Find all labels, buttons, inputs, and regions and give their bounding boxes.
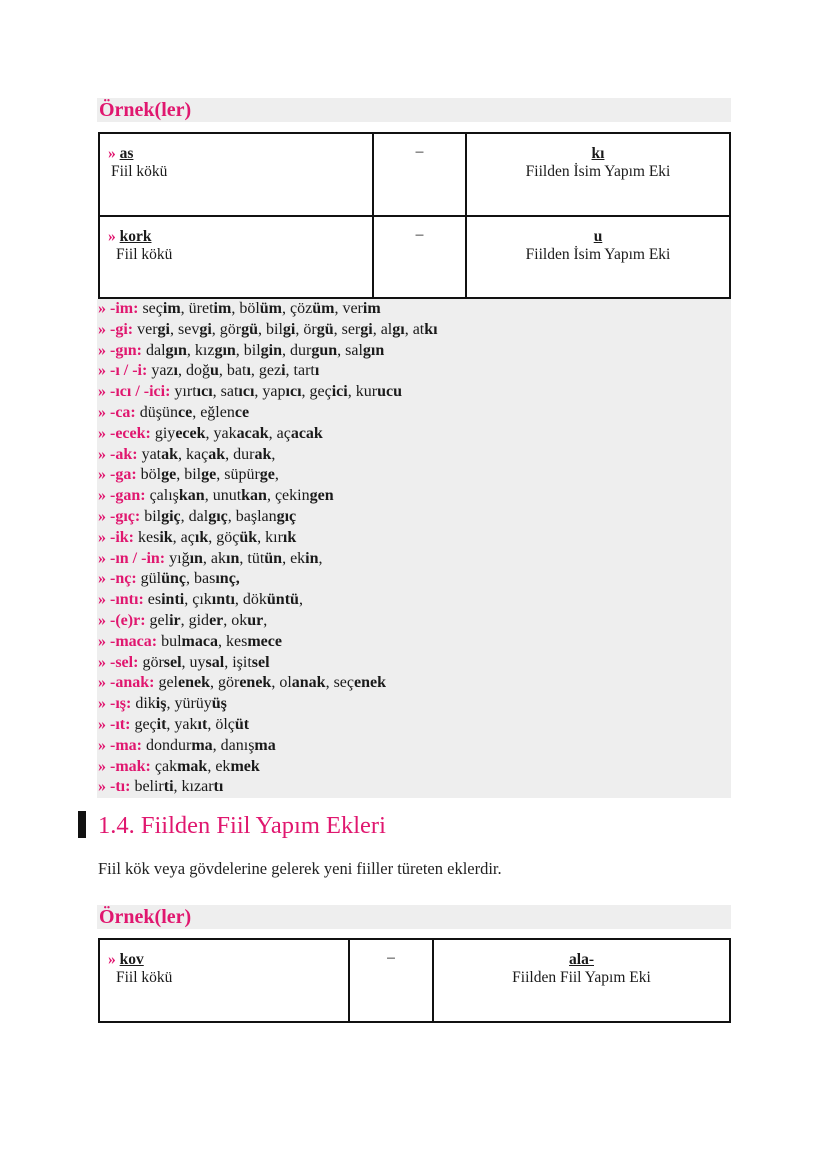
example-word: sergi bbox=[341, 320, 373, 338]
suffix-word: ala- bbox=[569, 951, 594, 968]
example-word: yığın bbox=[169, 549, 203, 567]
suffix-label: » -ecek: bbox=[98, 424, 151, 442]
example-heading: Örnek(ler) bbox=[97, 98, 731, 122]
example-word: dondurma bbox=[145, 736, 213, 754]
suffix-list bbox=[97, 299, 731, 798]
example-word: yırtıcı bbox=[174, 383, 213, 401]
example-word: yazı bbox=[151, 362, 178, 380]
example-word: düşünce bbox=[139, 403, 193, 421]
example-word: ekin bbox=[290, 549, 319, 567]
suffix-label: » -ga: bbox=[98, 466, 137, 484]
list-item: » -tı: belirti, kızartı bbox=[98, 778, 224, 796]
example-word: süpürge bbox=[224, 466, 275, 484]
list-item: » -anak: gelenek, görenek, olanak, seçenek bbox=[98, 674, 387, 692]
root-word: as bbox=[119, 145, 134, 162]
example-word: atkı bbox=[412, 320, 438, 338]
example-word: doğu bbox=[185, 362, 219, 380]
example-word: görenek bbox=[218, 674, 272, 692]
suffix-label: » -ik: bbox=[98, 528, 134, 546]
suffix-cell bbox=[466, 133, 730, 216]
example-word: yürüyüş bbox=[174, 695, 227, 713]
suffix-label: » -nç: bbox=[98, 570, 137, 588]
example-word: örgü bbox=[303, 320, 334, 338]
chevron-icon: » bbox=[108, 145, 116, 162]
example-word: çalışkan bbox=[149, 487, 205, 505]
dash: – bbox=[387, 949, 395, 966]
example-word: kesik bbox=[138, 528, 173, 546]
example-word: gezi bbox=[258, 362, 286, 380]
suffix-cell bbox=[466, 216, 730, 298]
list-item: » -im: seçim, üretim, bölüm, çözüm, verim bbox=[98, 300, 381, 317]
example-heading: Örnek(ler) bbox=[97, 905, 731, 929]
list-item: » -ca: düşünce, eğlence bbox=[98, 403, 250, 421]
suffix-label: » -gan: bbox=[98, 487, 146, 505]
suffix-label: » -gi: bbox=[98, 320, 134, 338]
example-word: bilge bbox=[184, 466, 217, 484]
suffix-label: » -ıcı / -ici: bbox=[98, 383, 171, 401]
list-item: » -ecek: giyecek, yakacak, açacak bbox=[98, 424, 323, 442]
table-row bbox=[99, 216, 730, 298]
example-word: kırık bbox=[265, 528, 297, 546]
example-word: görsel bbox=[142, 653, 182, 671]
example-word: dalgıç bbox=[188, 507, 228, 525]
list-item: » -ış: dikiş, yürüyüş bbox=[98, 695, 227, 713]
suffix-label: » -ıntı: bbox=[98, 591, 144, 609]
example-word: olanak bbox=[279, 674, 326, 692]
list-item: » -nç: gülünç, basınç, bbox=[98, 570, 240, 588]
example-word: çakmak bbox=[154, 757, 208, 775]
example-word: bölge bbox=[140, 466, 177, 484]
root-word: kov bbox=[119, 951, 144, 968]
suffix-cell bbox=[433, 939, 730, 1022]
suffix-label: Fiilden İsim Yapım Eki bbox=[525, 246, 671, 263]
example-word: bilgi bbox=[266, 320, 296, 338]
suffix-label: » -ak: bbox=[98, 445, 138, 463]
list-item: » -ıntı: esinti, çıkıntı, döküntü, bbox=[98, 591, 303, 609]
example-word: tütün bbox=[247, 549, 283, 567]
suffix-label: » -ma: bbox=[98, 736, 142, 754]
list-item: » -gi: vergi, sevgi, görgü, bilgi, örgü, sergi, algı, atkı bbox=[98, 320, 438, 338]
example-word: bilgin bbox=[243, 341, 283, 359]
example-word: çözüm bbox=[290, 300, 335, 317]
example-word: durgun bbox=[290, 341, 338, 359]
example-word: kurucu bbox=[355, 383, 402, 401]
suffix-label: » -ı / -i: bbox=[98, 362, 148, 380]
suffix-label: » -im: bbox=[98, 300, 139, 317]
example-word: giyecek bbox=[154, 424, 206, 442]
example-word: döküntü bbox=[242, 591, 299, 609]
example-word: işitsel bbox=[232, 653, 270, 671]
list-item: » -ıt: geçit, yakıt, ölçüt bbox=[98, 715, 250, 733]
suffix-word: kı bbox=[591, 145, 605, 162]
example-word: dikiş bbox=[135, 695, 167, 713]
separator-cell bbox=[373, 133, 466, 216]
example-word: durak bbox=[233, 445, 272, 463]
separator-cell bbox=[349, 939, 433, 1022]
table-row bbox=[99, 133, 730, 216]
example-word: gülünç bbox=[140, 570, 187, 588]
example-word: basınç, bbox=[194, 570, 240, 588]
example-word: geçit bbox=[134, 715, 167, 733]
section-bar-icon bbox=[78, 811, 86, 838]
list-item: » -ik: kesik, açık, göçük, kırık bbox=[98, 528, 297, 546]
example-word: tartı bbox=[293, 362, 320, 380]
suffix-label: Fiilden İsim Yapım Eki bbox=[525, 163, 671, 180]
suffix-label: » -ıt: bbox=[98, 715, 131, 733]
example-word: bilgiç bbox=[144, 507, 181, 525]
example-word: uysal bbox=[189, 653, 225, 671]
example-word: dalgın bbox=[146, 341, 187, 359]
list-item: » -gıç: bilgiç, dalgıç, başlangıç bbox=[98, 507, 297, 525]
example-word: yakıt bbox=[174, 715, 208, 733]
chevron-icon: » bbox=[108, 228, 116, 245]
example-word: başlangıç bbox=[235, 507, 297, 525]
root-label: Fiil kökü bbox=[111, 163, 168, 180]
example-table bbox=[98, 132, 731, 299]
example-word: göçük bbox=[216, 528, 258, 546]
dash: – bbox=[415, 143, 424, 160]
example-word: yapıcı bbox=[262, 383, 302, 401]
example-word: esinti bbox=[147, 591, 185, 609]
separator-cell bbox=[373, 216, 466, 298]
example-word: sevgi bbox=[178, 320, 212, 338]
example-word: bulmaca bbox=[161, 632, 218, 650]
example-word: kaçak bbox=[186, 445, 226, 463]
example-word: görgü bbox=[219, 320, 259, 338]
section-title bbox=[78, 811, 386, 841]
suffix-label: » -ca: bbox=[98, 403, 136, 421]
section-title-text: 1.4. Fiilden Fiil Yapım Ekleri bbox=[98, 812, 386, 839]
list-item: » -ı / -i: yazı, doğu, batı, gezi, tartı bbox=[98, 362, 320, 380]
example-word: batı bbox=[226, 362, 251, 380]
example-word: seçenek bbox=[333, 674, 387, 692]
example-word: açık bbox=[180, 528, 209, 546]
example-word: vergi bbox=[137, 320, 170, 338]
example-word: üretim bbox=[188, 300, 232, 317]
example-word: belirti bbox=[134, 778, 174, 796]
example-word: kızartı bbox=[181, 778, 224, 796]
example-word: ölçüt bbox=[215, 715, 250, 733]
example-word: danışma bbox=[220, 736, 276, 754]
root-label: Fiil kökü bbox=[116, 969, 173, 986]
example-word: kızgın bbox=[194, 341, 236, 359]
root-cell bbox=[99, 939, 349, 1022]
list-item: » -ma: dondurma, danışma bbox=[98, 736, 276, 754]
list-item: » -gın: dalgın, kızgın, bilgin, durgun, salgın bbox=[98, 341, 385, 359]
example-word: okur bbox=[231, 611, 264, 629]
example-word: algı bbox=[380, 320, 405, 338]
example-word: salgın bbox=[345, 341, 385, 359]
example-word: bölüm bbox=[239, 300, 282, 317]
list-item: » -ak: yatak, kaçak, durak, bbox=[98, 445, 276, 463]
example-word: kesmece bbox=[225, 632, 282, 650]
suffix-label: » -tı: bbox=[98, 778, 131, 796]
suffix-label: Fiilden Fiil Yapım Eki bbox=[512, 969, 651, 986]
example-word: açacak bbox=[276, 424, 323, 442]
example-word: seçim bbox=[142, 300, 181, 317]
example-word: gelir bbox=[149, 611, 181, 629]
example-word: ekmek bbox=[215, 757, 260, 775]
suffix-label: » -ın / -in: bbox=[98, 549, 166, 567]
example-word: akın bbox=[210, 549, 240, 567]
chevron-icon: » bbox=[108, 951, 116, 968]
suffix-label: » -gın: bbox=[98, 341, 142, 359]
list-item: » -ga: bölge, bilge, süpürge, bbox=[98, 466, 279, 484]
example-word: gelenek bbox=[158, 674, 210, 692]
suffix-label: » -anak: bbox=[98, 674, 155, 692]
root-cell bbox=[99, 133, 373, 216]
root-cell bbox=[99, 216, 373, 298]
suffix-label: » -gıç: bbox=[98, 507, 141, 525]
example-word: çekingen bbox=[274, 487, 334, 505]
table-row bbox=[99, 939, 730, 1022]
suffix-label: » -ış: bbox=[98, 695, 132, 713]
example-word: unutkan bbox=[212, 487, 267, 505]
list-item: » -(e)r: gelir, gider, okur, bbox=[98, 611, 268, 629]
suffix-label: » -maca: bbox=[98, 632, 158, 650]
section-description: Fiil kök veya gövdelerine gelerek yeni fiiller türeten eklerdir. bbox=[98, 859, 502, 878]
list-item: » -gan: çalışkan, unutkan, çekingen bbox=[98, 487, 334, 505]
example-word: yakacak bbox=[213, 424, 269, 442]
example-word: satıcı bbox=[220, 383, 255, 401]
list-item: » -mak: çakmak, ekmek bbox=[98, 757, 260, 775]
suffix-label: » -(e)r: bbox=[98, 611, 146, 629]
list-item: » -ıcı / -ici: yırtıcı, satıcı, yapıcı, geçici, kurucu bbox=[98, 383, 402, 401]
dash: – bbox=[415, 226, 424, 243]
list-item: » -ın / -in: yığın, akın, tütün, ekin, bbox=[98, 549, 323, 567]
list-item: » -sel: görsel, uysal, işitsel bbox=[98, 653, 270, 671]
example-word: gider bbox=[188, 611, 224, 629]
example-word: yatak bbox=[141, 445, 179, 463]
example-word: verim bbox=[342, 300, 381, 317]
suffix-label: » -sel: bbox=[98, 653, 139, 671]
example-word: çıkıntı bbox=[192, 591, 235, 609]
root-word: kork bbox=[119, 228, 152, 245]
example-word: geçici bbox=[309, 383, 348, 401]
root-label: Fiil kökü bbox=[116, 246, 173, 263]
example-table bbox=[98, 938, 731, 1023]
list-item: » -maca: bulmaca, kesmece bbox=[98, 632, 282, 650]
suffix-label: » -mak: bbox=[98, 757, 151, 775]
example-word: eğlence bbox=[200, 403, 250, 421]
suffix-word: u bbox=[593, 228, 603, 245]
